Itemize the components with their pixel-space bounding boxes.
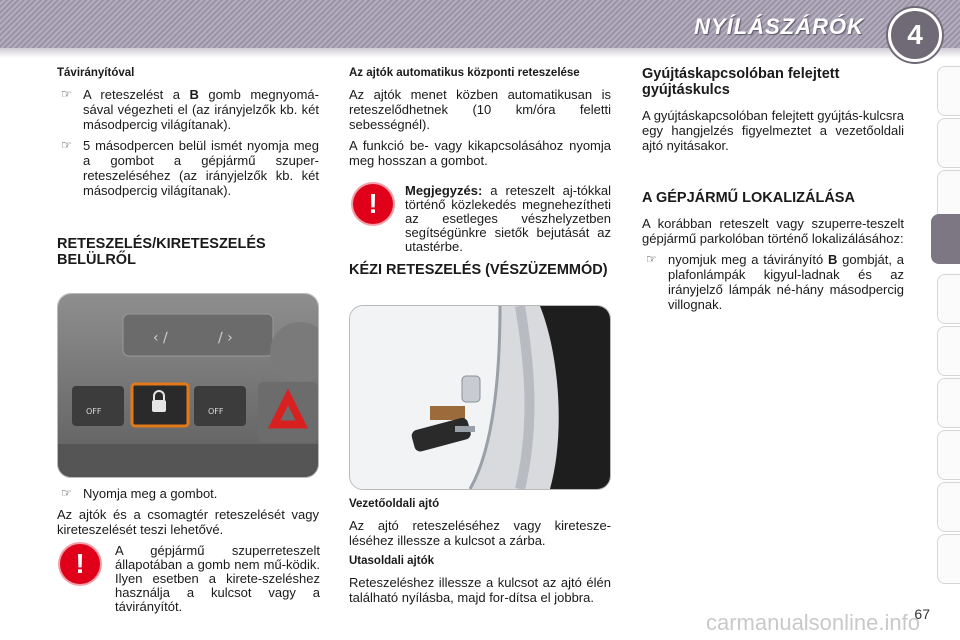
exclamation-alert-icon: ! [60,544,100,584]
manual-heading: KÉZI RETESZELÉS (VÉSZÜZEMMÓD) [349,262,608,278]
inside-heading: RETESZELÉS/KIRETESZELÉS BELÜLRŐL [57,236,266,268]
header-fade [0,48,960,58]
pointing-hand-icon: ☞ [646,252,657,266]
chapter-tab[interactable] [937,326,960,376]
left-column [57,66,319,204]
auto-lock-text-1: Az ajtók menet közben automatikusan is reteszelődhetnek (10 km/óra feletti sebességnél). [349,87,611,132]
exclamation-alert-icon: ! [353,184,393,224]
chapter-tab[interactable] [937,378,960,428]
driver-heading: Vezetőoldali ajtó [349,498,440,510]
remote-bullet-2 [57,138,319,198]
chapter-tab[interactable] [937,482,960,532]
svg-text:∕ ›: ∕ › [218,330,233,346]
press-section [57,486,319,543]
warning-text: A gépjármű szuperreteszelt állapotában a gomb nem mű-ködik. Ilyen esetben a kirete-szeléshez használja a kulcsot vagy a távirányítót. [115,543,320,614]
chapter-tab[interactable] [937,118,960,168]
page-number: 67 [914,606,930,622]
press-bullet-text: Nyomja meg a gombot. [83,486,218,501]
middle-column [349,66,611,174]
chapter-tabs [932,66,960,626]
chapter-tab[interactable] [937,274,960,324]
locate-bullet-post: gombját, a plafonlámpák kigyul-ladnak és az irányjelző lámpák né-hány másodpercig villognak. [668,252,904,312]
dashboard-buttons-photo [57,293,319,478]
keys-section [349,497,611,611]
ignition-text: A gyújtáskapcsolóban felejtett gyújtás-kulcsra egy hangjelzés figyelmeztet a vezetőoldali ajtó nyitásakor. [642,108,904,153]
chapter-badge: 4 [888,8,942,62]
note-body: a reteszelt aj-tókkal történő közlekedés megnehezítheti az esetleges vészhelyzetben segítségünkre sietők bejutását az utastérbe. [405,183,611,254]
passenger-heading: Utasoldali ajtók [349,555,434,567]
right-column [642,66,904,159]
remote-bullet-1 [57,87,319,132]
passenger-text: Reteszeléshez illessze a kulcsot az ajtó élén található nyílásba, majd for-dítsa el jobbra. [349,575,611,605]
inside-section [57,236,319,268]
svg-text:OFF: OFF [208,407,224,416]
driver-text: Az ajtó reteszeléséhez vagy kiretesze-léséhez illessze a kulcsot a zárba. [349,518,611,548]
pointing-hand-icon: ☞ [61,486,72,500]
remote-bullet-1-pre: A reteszelést a [83,87,190,102]
watermark: carmanualsonline.info [705,610,920,635]
ignition-heading: Gyújtáskapcsolóban felejtett gyújtáskulcs [642,66,840,98]
auto-lock-heading: Az ajtók automatikus központi reteszelése [349,67,580,79]
chapter-tab[interactable] [937,66,960,116]
locate-text: A korábban reteszelt vagy szuperre-teszelt gépjármű parkolóban történő lokalizálásához: [642,216,904,246]
note-block [353,184,611,254]
button-b-label: B [827,252,838,267]
remote-bullet-1-post: gomb megnyomá-sával végezheti el (az irányjelzők kb. két másodpercig világítanak). [83,87,319,132]
doors-text: Az ajtók és a csomagtér reteszelését vagy kireteszelését teszi lehetővé. [57,507,319,537]
svg-text:‹ ∕: ‹ ∕ [153,330,168,346]
chapter-tab-active[interactable] [931,214,960,264]
page-title: NYÍLÁSZÁRÓK [694,14,864,39]
pointing-hand-icon: ☞ [61,138,72,152]
remote-bullet-2-text: 5 másodpercen belül ismét nyomja meg a gombot a gépjármű szuper-reteszeléséhez (az irányjelzők kb. két másodpercig világítanak). [83,138,319,198]
press-bullet [57,486,319,501]
chapter-tab[interactable] [937,534,960,584]
locate-bullet-pre: nyomjuk meg a távirányító [668,252,828,267]
pointing-hand-icon: ☞ [61,87,72,101]
locate-bullet [642,252,904,312]
note-text [405,184,611,254]
door-lock-photo [349,305,611,490]
auto-lock-text-2: A funkció be- vagy kikapcsolásához nyomja meg hosszan a gombot. [349,138,611,168]
chapter-tab[interactable] [937,430,960,480]
manual-section [349,262,611,278]
remote-heading: Távirányítóval [57,67,135,79]
button-b-label: B [189,87,199,102]
chapter-tab[interactable] [937,170,960,220]
svg-text:OFF: OFF [86,407,102,416]
locate-heading: A GÉPJÁRMŰ LOKALIZÁLÁSA [642,190,855,206]
locate-section [642,190,904,318]
warning-note-left [60,544,320,614]
note-label: Megjegyzés: [405,183,483,198]
